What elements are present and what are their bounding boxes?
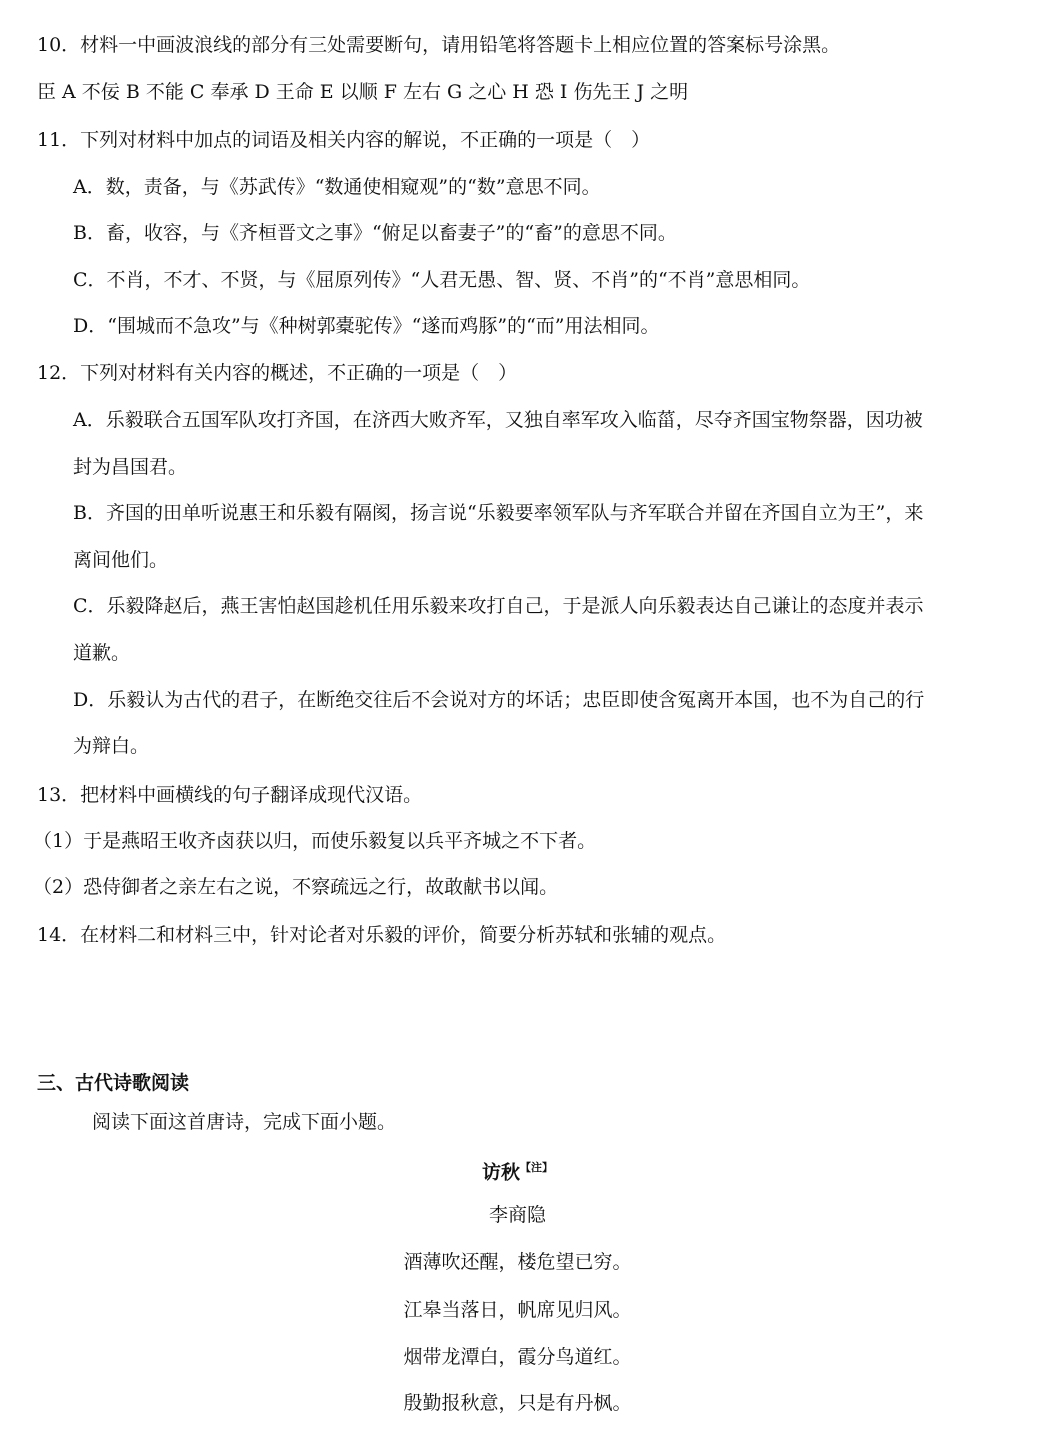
q11-option-c: C．不肖，不才、不贤，与《屈原列传》“人君无愚、智、贤、不肖”的“不肖”意思相同。 <box>73 269 811 291</box>
q13-item-1: （1）于是燕昭王收齐卤获以归，而使乐毅复以兵平齐城之不下者。 <box>33 830 597 852</box>
poem-author: 李商隐 <box>488 1204 546 1226</box>
poem-line-3: 烟带龙潭白，霞分鸟道红。 <box>403 1346 632 1368</box>
q12-option-c-cont: 道歉。 <box>73 642 131 664</box>
q12-stem: 12．下列对材料有关内容的概述，不正确的一项是（ ） <box>37 362 518 384</box>
q11-option-b: B．畜，收容，与《齐桓晋文之事》“俯足以畜妻子”的“畜”的意思不同。 <box>73 222 677 244</box>
q11-option-d: D．“围城而不急攻”与《种树郭橐驼传》“遂而鸡豚”的“而”用法相同。 <box>73 315 660 337</box>
q12-option-a: A．乐毅联合五国军队攻打齐国，在济西大败齐军，又独自率军攻入临菑，尽夺齐国宝物祭器，因功被 <box>73 409 923 431</box>
q12-option-d-cont: 为辩白。 <box>73 735 150 757</box>
q11-stem: 11．下列对材料中加点的词语及相关内容的解说，不正确的一项是（ ） <box>37 129 651 151</box>
q11-option-a: A．数，责备，与《苏武传》“数通使相窥观”的“数”意思不同。 <box>73 176 601 198</box>
q12-option-d: D．乐毅认为古代的君子，在断绝交往后不会说对方的坏话；忠臣即使含冤离开本国，也不为自己的行 <box>73 689 925 711</box>
section-heading: 三、古代诗歌阅读 <box>37 1072 190 1094</box>
q13-item-2: （2）恐侍御者之亲左右之说，不察疏远之行，故敢献书以闻。 <box>33 876 559 898</box>
q14-stem: 14．在材料二和材料三中，针对论者对乐毅的评价，简要分析苏轼和张辅的观点。 <box>37 924 727 946</box>
poem-title: 访秋 <box>481 1161 520 1184</box>
q12-option-c: C．乐毅降赵后，燕王害怕赵国趁机任用乐毅来攻打自己，于是派人向乐毅表达自己谦让的态度并表示 <box>73 595 924 617</box>
poem-line-4: 殷勤报秋意，只是有丹枫。 <box>403 1392 632 1414</box>
q10-text: 臣 A 不佞 B 不能 C 奉承 D 王命 E 以顺 F 左右 G 之心 H 恐 I 伤先王 J 之明 <box>37 81 689 103</box>
poem-line-2: 江皋当落日，帆席见归风。 <box>403 1299 632 1321</box>
poem-title-line <box>0 1156 1035 1184</box>
q10-stem: 10．材料一中画波浪线的部分有三处需要断句，请用铅笔将答题卡上相应位置的答案标号涂黑。 <box>37 34 841 56</box>
q12-option-a-cont: 封为昌国君。 <box>73 456 188 478</box>
poem-note-marker: 【注】 <box>520 1161 553 1174</box>
q13-stem: 13．把材料中画横线的句子翻译成现代汉语。 <box>37 784 423 806</box>
poem-line-1: 酒薄吹还醒，楼危望已穷。 <box>403 1251 632 1273</box>
q12-option-b: B．齐国的田单听说惠王和乐毅有隔阂，扬言说“乐毅要率领军队与齐军联合并留在齐国自立为王”，来 <box>73 502 924 524</box>
section-instruction: 阅读下面这首唐诗，完成下面小题。 <box>92 1111 397 1133</box>
q12-option-b-cont: 离间他们。 <box>73 549 169 571</box>
